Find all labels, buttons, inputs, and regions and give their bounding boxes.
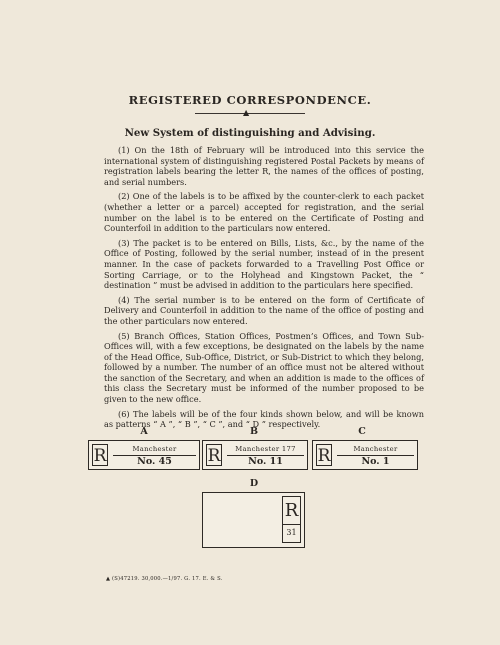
label-d-column (282, 496, 301, 543)
label-c-number: No. 1 (361, 456, 390, 467)
label-pattern-b (202, 440, 308, 470)
label-pattern-d (202, 492, 305, 548)
label-a-office: Manchester (113, 445, 196, 456)
paragraph-2: (2) One of the labels is to be affixed by the counter-clerk to each packet (whether a letter or a parcel) accepted for registration, and the serial number on the label is to be entered on the Certificate of Posting and Counterfoil in addition to the particulars now entered. (104, 191, 424, 234)
label-d-number: 31 (286, 528, 297, 537)
pattern-c-letter: C (358, 426, 366, 437)
rule-ornament-icon: ▲ (243, 108, 250, 117)
pattern-d-letter: D (249, 478, 259, 489)
paragraph-6: (6) The labels will be of the four kinds shown below, and will be known as patterns “ A ”, “ B ”, “ C ”, and “ D ” respectively. (104, 408, 424, 430)
label-pattern-c (312, 440, 418, 470)
pattern-a-letter: A (140, 426, 148, 437)
label-c-r: R (317, 446, 331, 466)
page-title: REGISTERED CORRESPONDENCE. (128, 93, 372, 107)
body-text (104, 145, 424, 434)
label-b-r: R (207, 446, 221, 466)
label-pattern-a (88, 440, 200, 470)
paragraph-5: (5) Branch Offices, Station Offices, Postmen’s Offices, and Town Sub-Offices will, with a few exceptions, be designated on the labels by the name of the Head Office, Sub-Office, District, or Sub-District to which they belong, followed by a number. The number of an office must not be altered without the sanction of the Secretary, and when an addition is made to the offices of this class the Secretary must be informed of the number proposed to be given to the new office. (104, 330, 424, 405)
pattern-b-letter: B (249, 426, 259, 437)
title-rule (195, 113, 305, 114)
paragraph-3: (3) The packet is to be entered on Bills, Lists, &c., by the name of the Office of Posting, followed by the serial number, instead of in the present manner. In the case of packets forwarded to a Travelling Post Office or Sorting Carriage, or to the Holyhead and Kingstown Packet, the “ destination ” must be advised in addition to the particulars here specified. (104, 237, 424, 291)
label-a-r: R (93, 446, 107, 466)
label-c-office: Manchester (337, 445, 414, 456)
label-a-number: No. 45 (137, 456, 172, 467)
print-imprint: ▲ (S)47219. 30,000.—1/97. G. 17. E. & S. (106, 576, 223, 582)
label-b-office: Manchester 177 (227, 445, 304, 456)
label-b-number: No. 11 (248, 456, 283, 467)
paragraph-1: (1) On the 18th of February will be introduced into this service the international system of distinguishing registered Postal Packets by means of registration labels bearing the letter R, the names of the offices of posting, and serial numbers. (104, 145, 424, 187)
page-subtitle: New System of distinguishing and Advising. (124, 127, 376, 139)
label-d-r: R (283, 498, 300, 525)
paragraph-4: (4) The serial number is to be entered on the form of Certificate of Delivery and Counterfoil in addition to the name of the office of posting and the other particulars now entered. (104, 294, 424, 326)
